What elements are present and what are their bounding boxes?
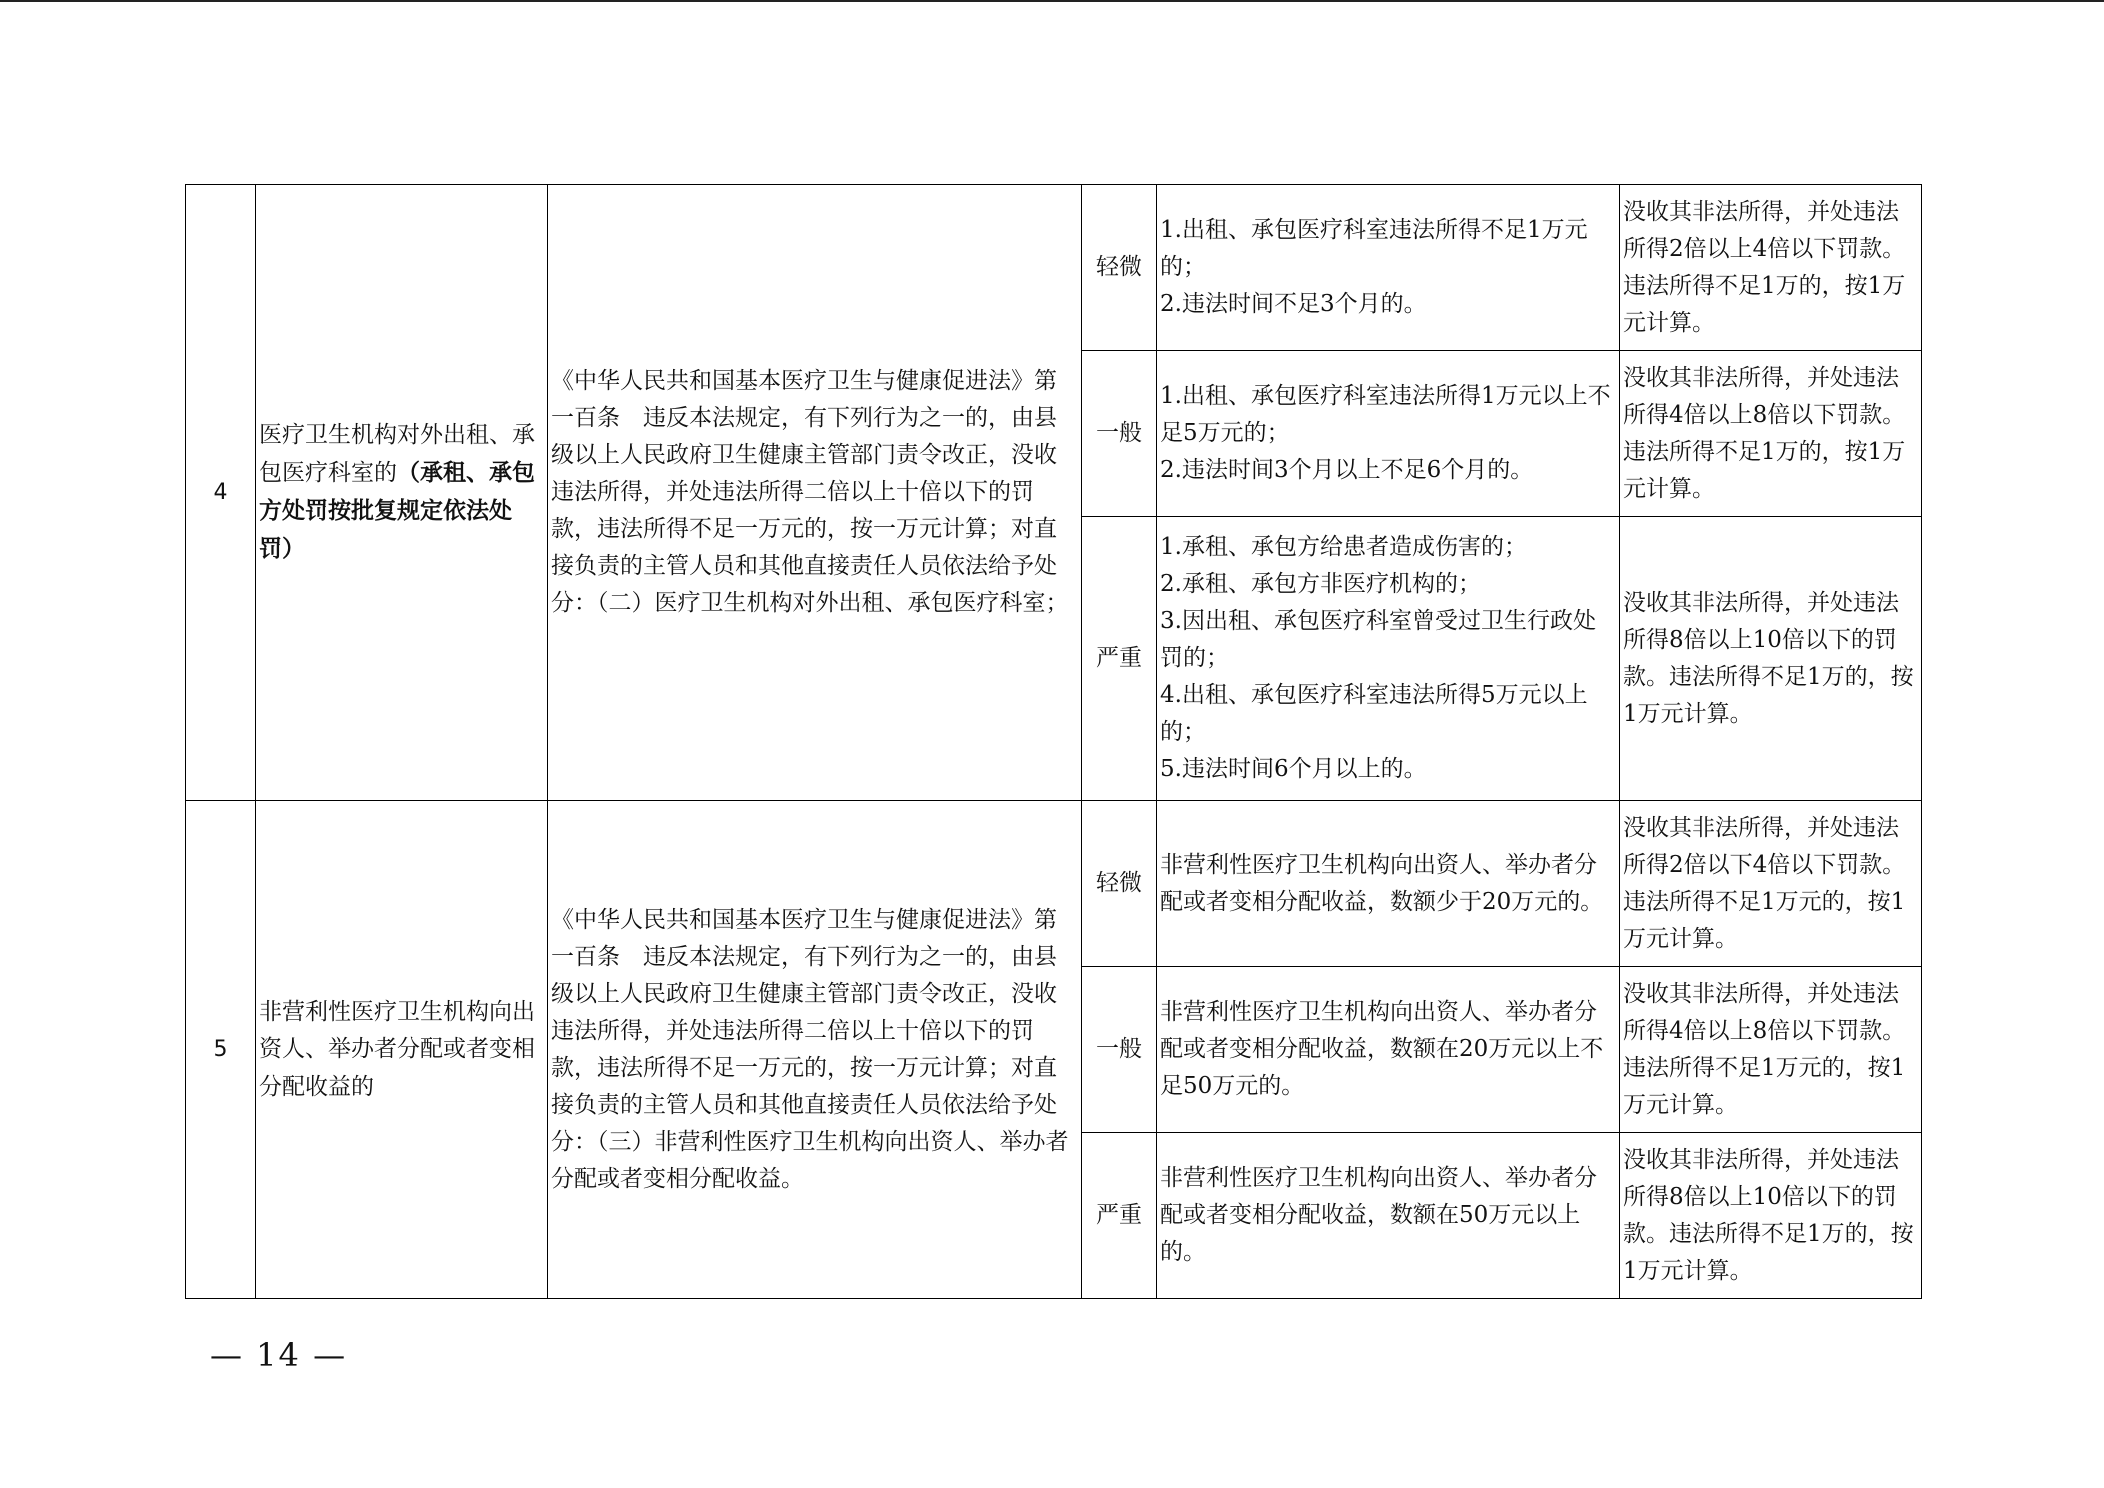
violation-description [256, 801, 548, 1299]
table-row [186, 801, 1922, 967]
item-number: 5 [186, 801, 256, 1299]
circumstance-cell: 非营利性医疗卫生机构向出资人、举办者分配或者变相分配收益，数额少于20万元的。 [1157, 801, 1620, 967]
legal-basis: 《中华人民共和国基本医疗卫生与健康促进法》第一百条 违反本法规定，有下列行为之一的，由县级以上人民政府卫生健康主管部门责令改正，没收违法所得，并处违法所得二倍以上十倍以下的罚款，违法所得不足一万元的，按一万元计算；对直接负责的主管人员和其他直接责任人员依法给予处分：（三）非营利性医疗卫生机构向出资人、举办者分配或者变相分配收益。 [548, 801, 1082, 1299]
violation-description [256, 185, 548, 801]
circumstance-cell: 1.承租、承包方给患者造成伤害的； 2.承租、承包方非医疗机构的； 3.因出租、承包医疗科室曾受过卫生行政处罚的； 4.出租、承包医疗科室违法所得5万元以上的； 5.违法时间6个月以上的。 [1157, 517, 1620, 801]
page-number: — 14 — [210, 1336, 348, 1374]
violation-text: 医疗卫生机构对外出租、承包医疗科室的 [259, 422, 535, 486]
severity-level: 严重 [1082, 517, 1157, 801]
penalty-standard-table [185, 184, 1922, 1299]
penalty-cell: 没收其非法所得，并处违法所得8倍以上10倍以下的罚款。违法所得不足1万的，按1万元计算。 [1620, 517, 1922, 801]
top-border-line [0, 0, 2104, 2]
penalty-cell: 没收其非法所得，并处违法所得8倍以上10倍以下的罚款。违法所得不足1万的，按1万元计算。 [1620, 1133, 1922, 1299]
circumstance-cell: 1.出租、承包医疗科室违法所得1万元以上不足5万元的； 2.违法时间3个月以上不足6个月的。 [1157, 351, 1620, 517]
severity-level: 轻微 [1082, 801, 1157, 967]
table-row [186, 185, 1922, 351]
legal-basis: 《中华人民共和国基本医疗卫生与健康促进法》第一百条 违反本法规定，有下列行为之一的，由县级以上人民政府卫生健康主管部门责令改正，没收违法所得，并处违法所得二倍以上十倍以下的罚款，违法所得不足一万元的，按一万元计算；对直接负责的主管人员和其他直接责任人员依法给予处分：（二）医疗卫生机构对外出租、承包医疗科室； [548, 185, 1082, 801]
severity-level: 轻微 [1082, 185, 1157, 351]
severity-level: 一般 [1082, 351, 1157, 517]
circumstance-cell: 非营利性医疗卫生机构向出资人、举办者分配或者变相分配收益，数额在50万元以上的。 [1157, 1133, 1620, 1299]
violation-text: 非营利性医疗卫生机构向出资人、举办者分配或者变相分配收益的 [259, 998, 535, 1100]
circumstance-cell: 1.出租、承包医疗科室违法所得不足1万元的； 2.违法时间不足3个月的。 [1157, 185, 1620, 351]
item-number: 4 [186, 185, 256, 801]
violation-note: （承租、承包方处罚按批复规定依法处罚） [259, 459, 535, 562]
penalty-cell: 没收其非法所得，并处违法所得4倍以上8倍以下罚款。违法所得不足1万元的，按1万元计算。 [1620, 967, 1922, 1133]
severity-level: 严重 [1082, 1133, 1157, 1299]
severity-level: 一般 [1082, 967, 1157, 1133]
penalty-cell: 没收其非法所得，并处违法所得2倍以下4倍以下罚款。违法所得不足1万元的，按1万元计算。 [1620, 801, 1922, 967]
circumstance-cell: 非营利性医疗卫生机构向出资人、举办者分配或者变相分配收益，数额在20万元以上不足50万元的。 [1157, 967, 1620, 1133]
penalty-cell: 没收其非法所得，并处违法所得4倍以上8倍以下罚款。违法所得不足1万的，按1万元计算。 [1620, 351, 1922, 517]
penalty-cell: 没收其非法所得，并处违法所得2倍以上4倍以下罚款。违法所得不足1万的，按1万元计算。 [1620, 185, 1922, 351]
